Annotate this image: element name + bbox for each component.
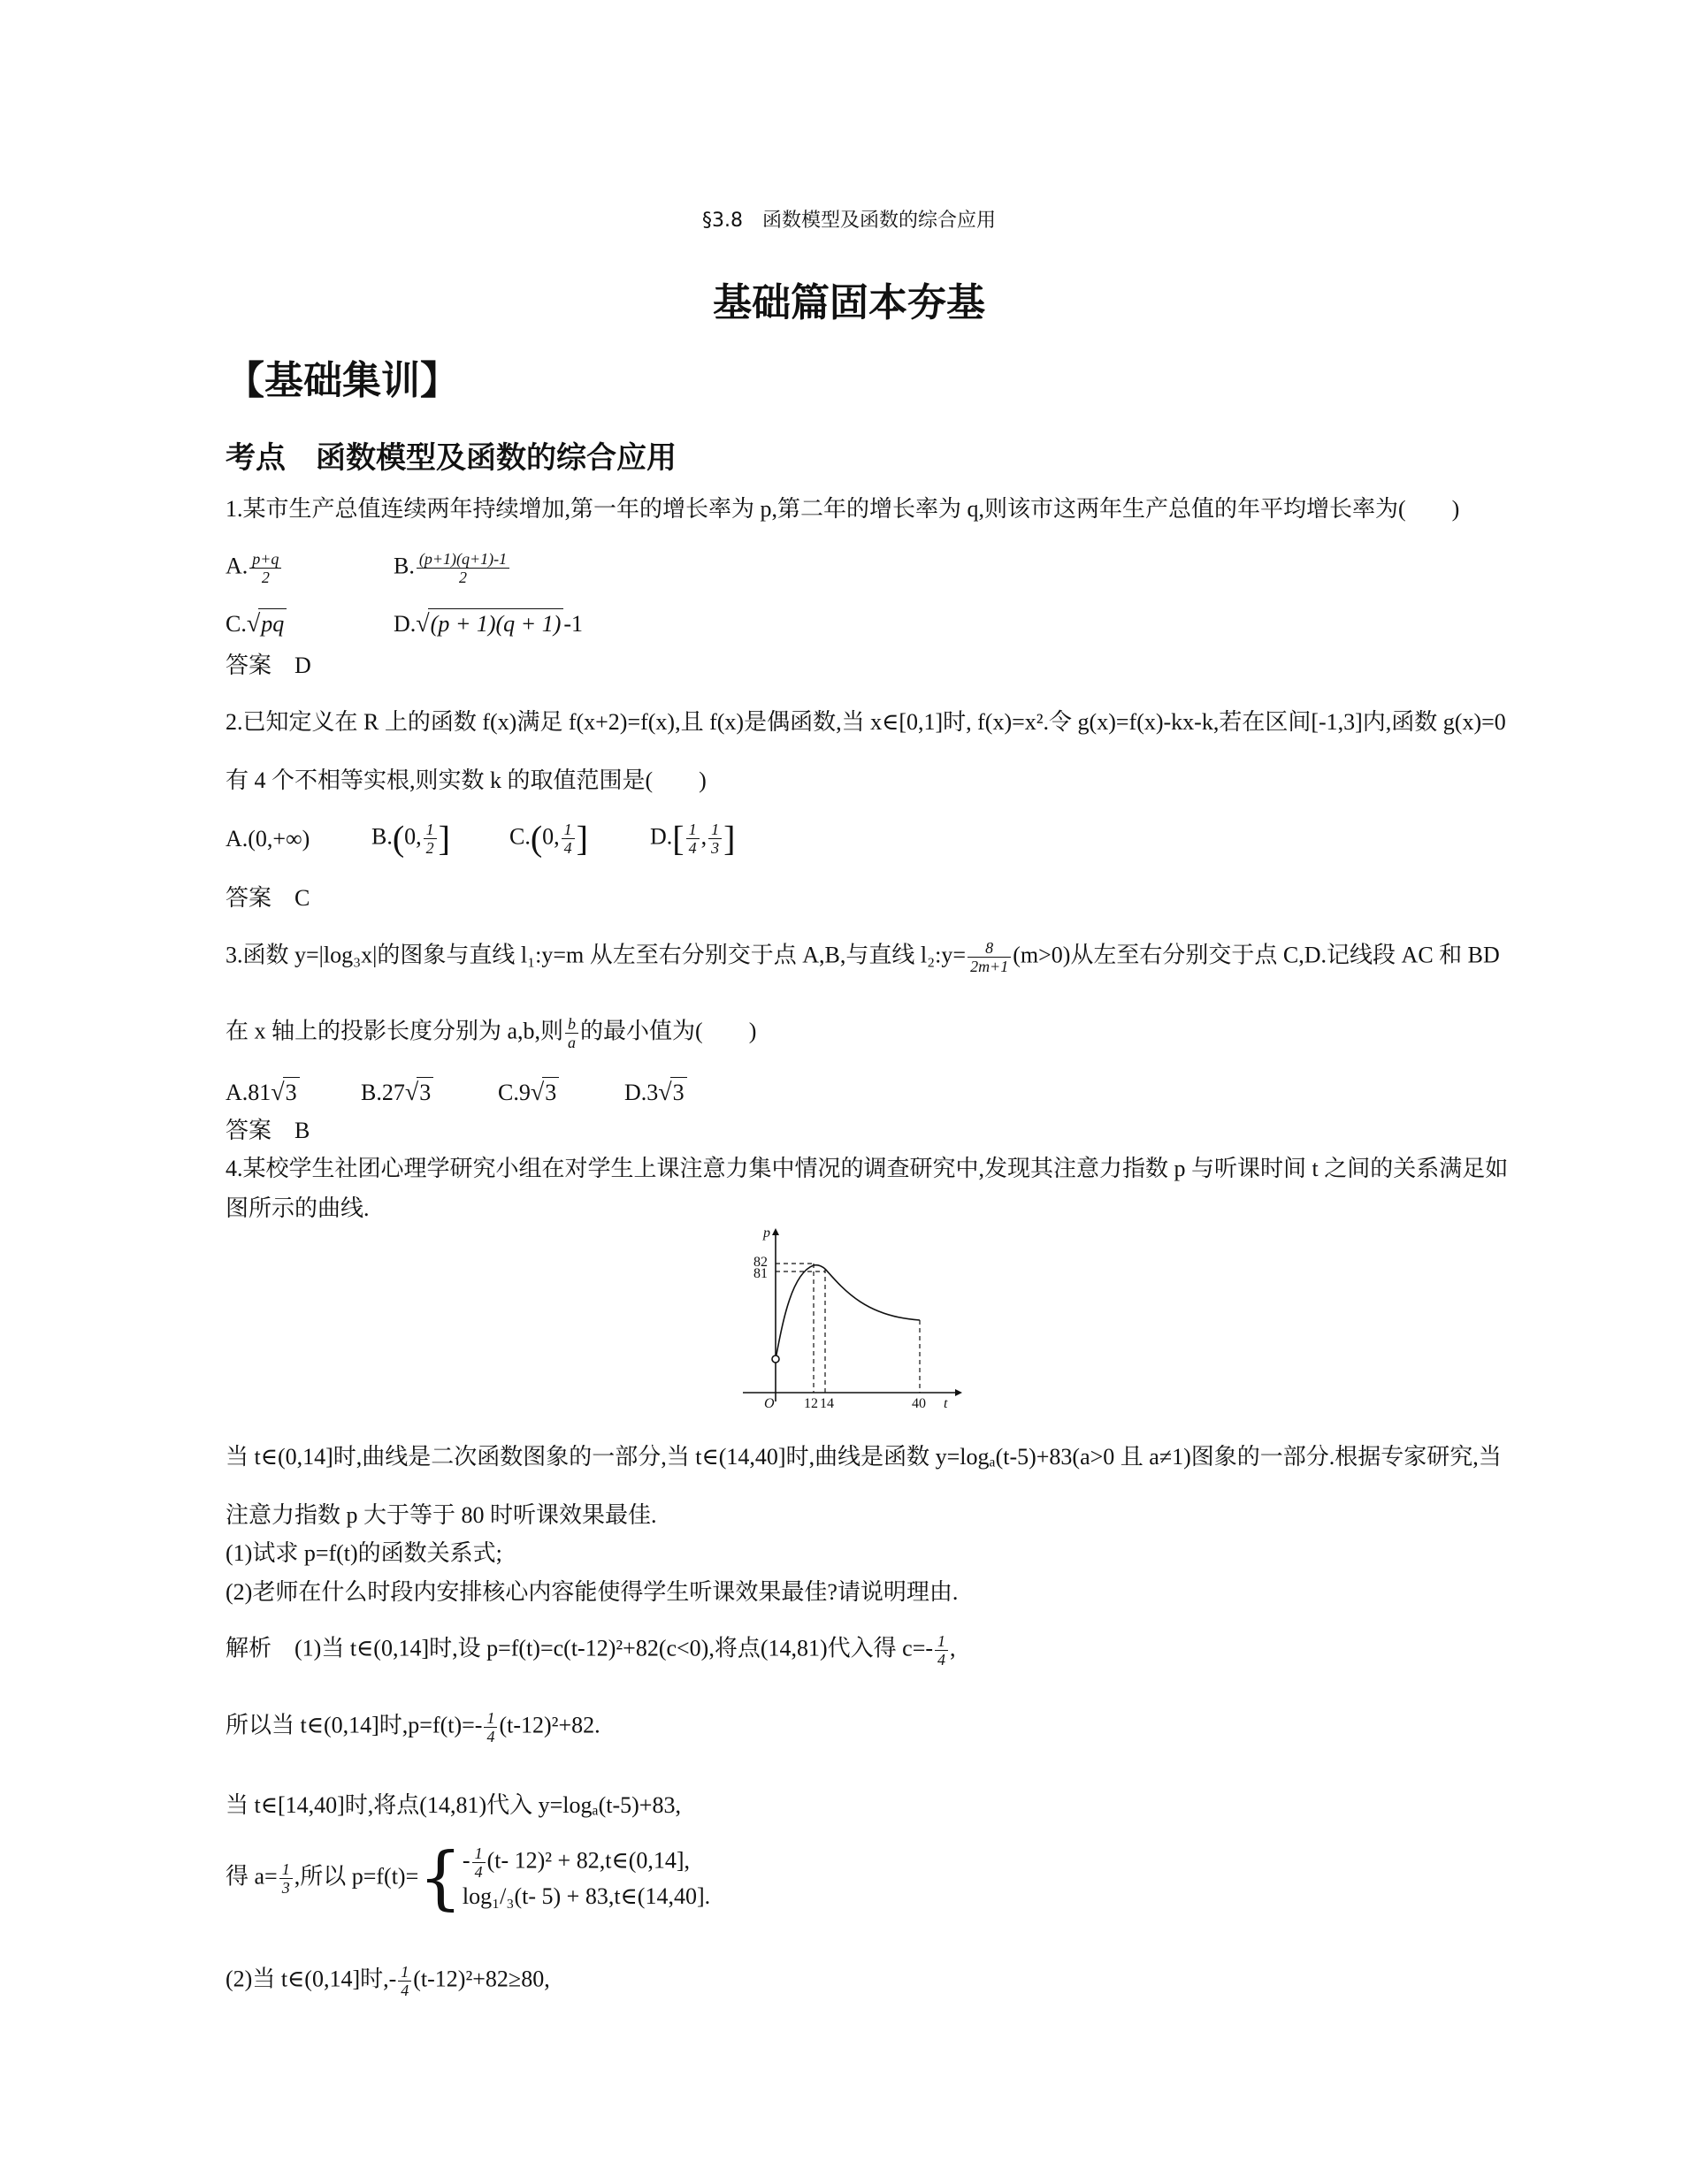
topic-heading: 考点 函数模型及函数的综合应用 (226, 440, 677, 476)
q2-option-d: D.[ $\frac{1}{4}$ , $\frac{1}{3}$ ] (650, 818, 736, 859)
q4-sub2: (2)老师在什么时段内安排核心内容能使得学生听课效果最佳?请说明理由. (226, 1579, 959, 1605)
q3-option-c: C.9√3 (498, 1077, 559, 1108)
q4-text1: 当 t∈(0,14]时,曲线是二次函数图象的一部分,当 t∈(14,40]时,曲线是函数 y=logₐ(t-5)+83(a>0 且 a≠1)图象的一部分.根据专家研究,当 (226, 1444, 1502, 1470)
q1-option-c: C.√pq (226, 608, 287, 639)
x-axis-label: t (944, 1396, 948, 1410)
x-axis-arrow (955, 1389, 962, 1396)
section-header: §3.8 函数模型及函数的综合应用 (702, 210, 996, 232)
attention-curve-graph (734, 1225, 964, 1410)
q4-solution-line2: 所以当 t∈(0,14]时,p=f(t)=- $\frac{1}{4}$ (t-12)²+82. (226, 1709, 600, 1745)
page-title: 基础篇固本夯基 (713, 280, 985, 325)
q4-stem-line1: 4.某校学生社团心理学研究小组在对学生上课注意力集中情况的调查研究中,发现其注意力指数 p 与听课时间 t 之间的关系满足如 (226, 1156, 1509, 1181)
q1-option-a: A. $\frac{p+q}{2}$ (226, 550, 283, 586)
q2-option-b: B.(0, $\frac{1}{2}$ ] (371, 818, 450, 859)
q2-answer: 答案 C (226, 885, 310, 911)
q2-stem-line2: 有 4 个不相等实根,则实数 k 的取值范围是( ) (226, 767, 707, 793)
q4-solution-line5: (2)当 t∈(0,14]时,- $\frac{1}{4}$ (t-12)²+82≥80, (226, 1963, 550, 1999)
subsection-heading: 【基础集训】 (226, 358, 459, 403)
q2-stem-line1: 2.已知定义在 R 上的函数 f(x)满足 f(x+2)=f(x),且 f(x)是偶函数,当 x∈[0,1]时, f(x)=x².令 g(x)=f(x)-kx-k,若在区间[-1,3]内,函数 g(x)=0 (226, 709, 1506, 735)
q3-stem-line1: 3.函数 y=|log₃x|的图象与直线 l₁:y=m 从左至右分别交于点 A,B,与直线 l₂:y= $\frac{8}{2m+1}$ (m>0)从左至右分别交于点 C,D.记线段 AC 和 BD (226, 939, 1500, 975)
q4-solution-line3: 当 t∈[14,40]时,将点(14,81)代入 y=logₐ(t-5)+83, (226, 1792, 681, 1818)
q4-stem-line2: 图所示的曲线. (226, 1195, 370, 1221)
q3-option-b: B.27√3 (361, 1077, 433, 1108)
q3-answer: 答案 B (226, 1118, 310, 1143)
q4-sub1: (1)试求 p=f(t)的函数关系式; (226, 1540, 502, 1566)
origin-label: O (764, 1396, 775, 1410)
q3-option-d: D.3√3 (624, 1077, 687, 1108)
x-tick-12: 12 (804, 1396, 818, 1410)
y-axis-arrow (772, 1228, 779, 1235)
open-point-origin (772, 1355, 779, 1363)
y-tick-81: 81 (753, 1266, 768, 1281)
q2-option-a: A.(0,+∞) (226, 826, 310, 851)
q3-option-a: A.81√3 (226, 1077, 300, 1108)
q3-stem-line2: 在 x 轴上的投影长度分别为 a,b,则 $\frac{b}{a}$ 的最小值为( ) (226, 1015, 757, 1051)
q4-solution-line4: 得 a= $\frac{1}{3}$ ,所以 p=f(t)={ - $\frac{1}{4}$ (t- 12)² + 82,t∈(0,14], log₁/₃(t- 5) + 83,t∈(14,40]. (226, 1838, 711, 1919)
log-curve (825, 1269, 920, 1320)
q4-text2: 注意力指数 p 大于等于 80 时听课效果最佳. (226, 1502, 657, 1528)
y-tick-82: 82 (753, 1255, 768, 1270)
q1-answer: 答案 D (226, 653, 311, 678)
q4-solution-line1: 解析 (1)当 t∈(0,14]时,设 p=f(t)=c(t-12)²+82(c<0),将点(14,81)代入得 c=- $\frac{1}{4}$ , (226, 1632, 956, 1669)
q1-option-d: D.√(p + 1)(q + 1) -1 (394, 610, 584, 638)
x-tick-40: 40 (912, 1396, 926, 1410)
q2-option-c: C.(0, $\frac{1}{4}$ ] (509, 818, 588, 859)
quadratic-curve (776, 1265, 825, 1359)
y-axis-label: p (763, 1226, 770, 1241)
q1-option-b: B. $\frac{(p+1)(q+1)-1}{2}$ (394, 550, 511, 586)
x-tick-14: 14 (820, 1396, 834, 1410)
q1-stem: 1.某市生产总值连续两年持续增加,第一年的增长率为 p,第二年的增长率为 q,则该市这两年生产总值的年平均增长率为( ) (226, 496, 1460, 522)
